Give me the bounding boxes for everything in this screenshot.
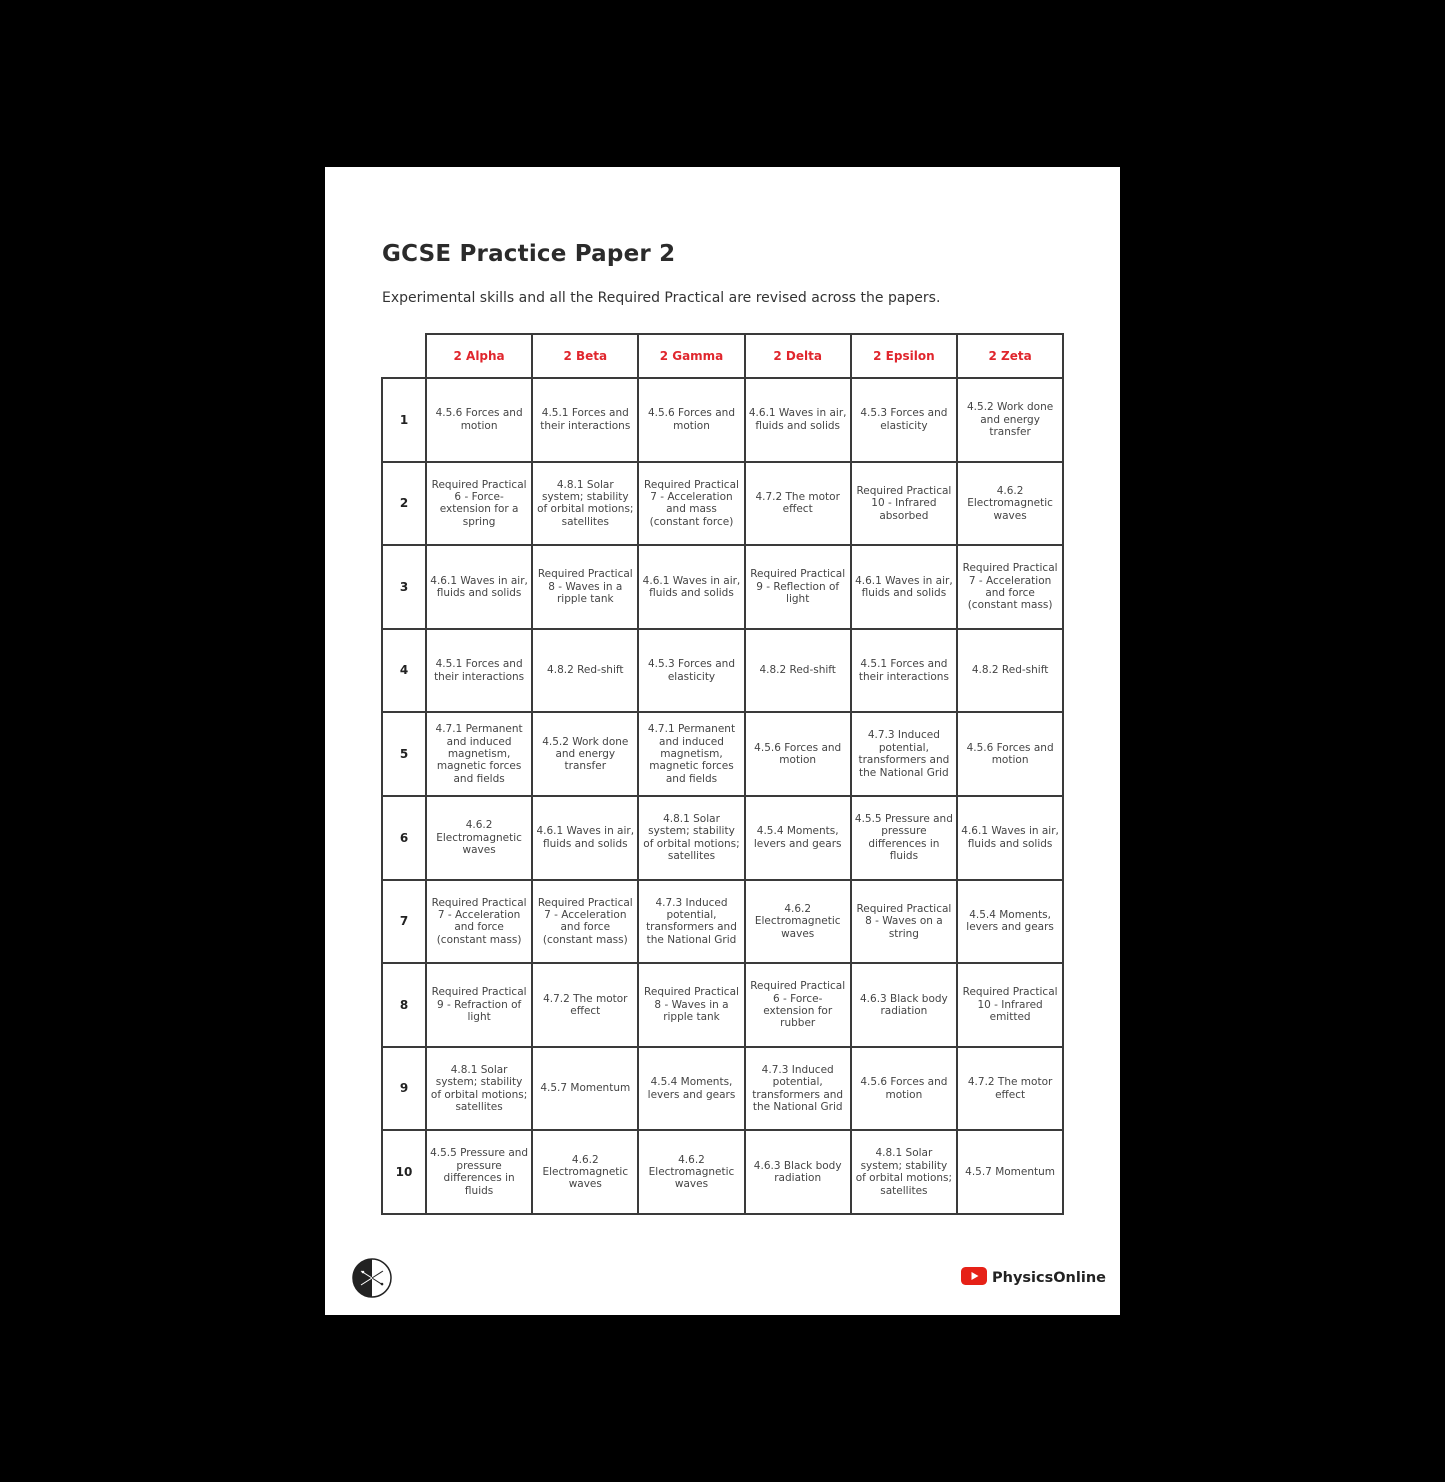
row-number: 6 bbox=[381, 795, 427, 881]
table-cell: 4.7.3 Induced potential, transformers and the National Grid bbox=[850, 711, 958, 797]
row-number: 3 bbox=[381, 544, 427, 630]
table-cell: 4.6.3 Black body radiation bbox=[744, 1129, 852, 1215]
table-cell: Required Practical 7 - Acceleration and force (constant mass) bbox=[531, 879, 639, 965]
row-number: 7 bbox=[381, 879, 427, 965]
table-cell: 4.8.2 Red-shift bbox=[531, 628, 639, 714]
table-cell: 4.5.1 Forces and their interactions bbox=[425, 628, 533, 714]
table-cell: 4.5.3 Forces and elasticity bbox=[850, 377, 958, 463]
table-cell: Required Practical 7 - Acceleration and force (constant mass) bbox=[425, 879, 533, 965]
table-cell: 4.8.1 Solar system; stability of orbital motions; satellites bbox=[425, 1046, 533, 1132]
table-cell: 4.5.4 Moments, levers and gears bbox=[637, 1046, 745, 1132]
table-cell: 4.5.2 Work done and energy transfer bbox=[956, 377, 1064, 463]
table-cell: 4.7.1 Permanent and induced magnetism, magnetic forces and fields bbox=[425, 711, 533, 797]
table-cell: 4.6.2 Electromagnetic waves bbox=[956, 461, 1064, 547]
table-cell: 4.5.6 Forces and motion bbox=[956, 711, 1064, 797]
table-cell: Required Practical 8 - Waves in a ripple tank bbox=[531, 544, 639, 630]
brand-logo bbox=[961, 1266, 1106, 1290]
row-number: 8 bbox=[381, 962, 427, 1048]
circle-logo-icon bbox=[351, 1257, 393, 1299]
table-cell: 4.5.5 Pressure and pressure differences in fluids bbox=[425, 1129, 533, 1215]
table-cell: 4.5.6 Forces and motion bbox=[850, 1046, 958, 1132]
table-cell: 4.6.2 Electromagnetic waves bbox=[531, 1129, 639, 1215]
table-cell: 4.5.5 Pressure and pressure differences in fluids bbox=[850, 795, 958, 881]
column-header: 2 Alpha bbox=[425, 333, 533, 379]
table-cell: 4.6.2 Electromagnetic waves bbox=[637, 1129, 745, 1215]
page-subtitle: Experimental skills and all the Required Practical are revised across the papers. bbox=[382, 290, 941, 306]
table-cell: 4.5.4 Moments, levers and gears bbox=[956, 879, 1064, 965]
table-cell: 4.6.1 Waves in air, fluids and solids bbox=[637, 544, 745, 630]
table-cell: Required Practical 8 - Waves in a ripple tank bbox=[637, 962, 745, 1048]
table-cell: 4.6.2 Electromagnetic waves bbox=[425, 795, 533, 881]
row-number: 5 bbox=[381, 711, 427, 797]
row-number: 2 bbox=[381, 461, 427, 547]
table-cell: 4.5.7 Momentum bbox=[956, 1129, 1064, 1215]
table-cell: 4.8.1 Solar system; stability of orbital motions; satellites bbox=[637, 795, 745, 881]
table-cell: 4.5.7 Momentum bbox=[531, 1046, 639, 1132]
table-cell: Required Practical 7 - Acceleration and mass (constant force) bbox=[637, 461, 745, 547]
table-cell: 4.6.1 Waves in air, fluids and solids bbox=[531, 795, 639, 881]
table-cell: 4.7.3 Induced potential, transformers and the National Grid bbox=[637, 879, 745, 965]
table-cell: Required Practical 9 - Refraction of light bbox=[425, 962, 533, 1048]
row-number: 1 bbox=[381, 377, 427, 463]
table-cell: Required Practical 10 - Infrared emitted bbox=[956, 962, 1064, 1048]
table-cell: 4.7.2 The motor effect bbox=[531, 962, 639, 1048]
table-cell: 4.7.2 The motor effect bbox=[956, 1046, 1064, 1132]
row-number: 10 bbox=[381, 1129, 427, 1215]
table-cell: 4.5.1 Forces and their interactions bbox=[531, 377, 639, 463]
table-cell: 4.6.3 Black body radiation bbox=[850, 962, 958, 1048]
table-cell: 4.6.1 Waves in air, fluids and solids bbox=[744, 377, 852, 463]
table-cell: 4.7.2 The motor effect bbox=[744, 461, 852, 547]
document-page bbox=[325, 167, 1120, 1315]
table-cell: 4.8.2 Red-shift bbox=[744, 628, 852, 714]
column-header: 2 Zeta bbox=[956, 333, 1064, 379]
table-cell: 4.5.4 Moments, levers and gears bbox=[744, 795, 852, 881]
table-cell: Required Practical 10 - Infrared absorbed bbox=[850, 461, 958, 547]
table-cell: 4.7.1 Permanent and induced magnetism, magnetic forces and fields bbox=[637, 711, 745, 797]
topics-table bbox=[381, 333, 1064, 1213]
table-cell: 4.5.3 Forces and elasticity bbox=[637, 628, 745, 714]
table-cell: 4.5.1 Forces and their interactions bbox=[850, 628, 958, 714]
column-header: 2 Epsilon bbox=[850, 333, 958, 379]
column-header: 2 Beta bbox=[531, 333, 639, 379]
table-cell: 4.6.1 Waves in air, fluids and solids bbox=[425, 544, 533, 630]
table-cell: 4.5.6 Forces and motion bbox=[744, 711, 852, 797]
column-header: 2 Gamma bbox=[637, 333, 745, 379]
table-cell: Required Practical 7 - Acceleration and force (constant mass) bbox=[956, 544, 1064, 630]
table-cell: 4.5.2 Work done and energy transfer bbox=[531, 711, 639, 797]
table-cell: 4.6.1 Waves in air, fluids and solids bbox=[956, 795, 1064, 881]
column-header: 2 Delta bbox=[744, 333, 852, 379]
table-cell: 4.8.2 Red-shift bbox=[956, 628, 1064, 714]
table-cell: Required Practical 8 - Waves on a string bbox=[850, 879, 958, 965]
youtube-play-icon bbox=[961, 1267, 987, 1290]
table-cell: Required Practical 9 - Reflection of light bbox=[744, 544, 852, 630]
table-cell: 4.6.1 Waves in air, fluids and solids bbox=[850, 544, 958, 630]
page-title: GCSE Practice Paper 2 bbox=[382, 241, 676, 267]
brand-name: PhysicsOnline bbox=[992, 1270, 1106, 1286]
table-cell: 4.5.6 Forces and motion bbox=[637, 377, 745, 463]
table-cell: 4.6.2 Electromagnetic waves bbox=[744, 879, 852, 965]
table-cell: 4.8.1 Solar system; stability of orbital motions; satellites bbox=[850, 1129, 958, 1215]
row-number: 9 bbox=[381, 1046, 427, 1132]
table-cell: Required Practical 6 - Force-extension for rubber bbox=[744, 962, 852, 1048]
table-cell: 4.5.6 Forces and motion bbox=[425, 377, 533, 463]
table-cell: 4.8.1 Solar system; stability of orbital motions; satellites bbox=[531, 461, 639, 547]
table-cell: 4.7.3 Induced potential, transformers and the National Grid bbox=[744, 1046, 852, 1132]
table-cell: Required Practical 6 - Force-extension for a spring bbox=[425, 461, 533, 547]
row-number: 4 bbox=[381, 628, 427, 714]
